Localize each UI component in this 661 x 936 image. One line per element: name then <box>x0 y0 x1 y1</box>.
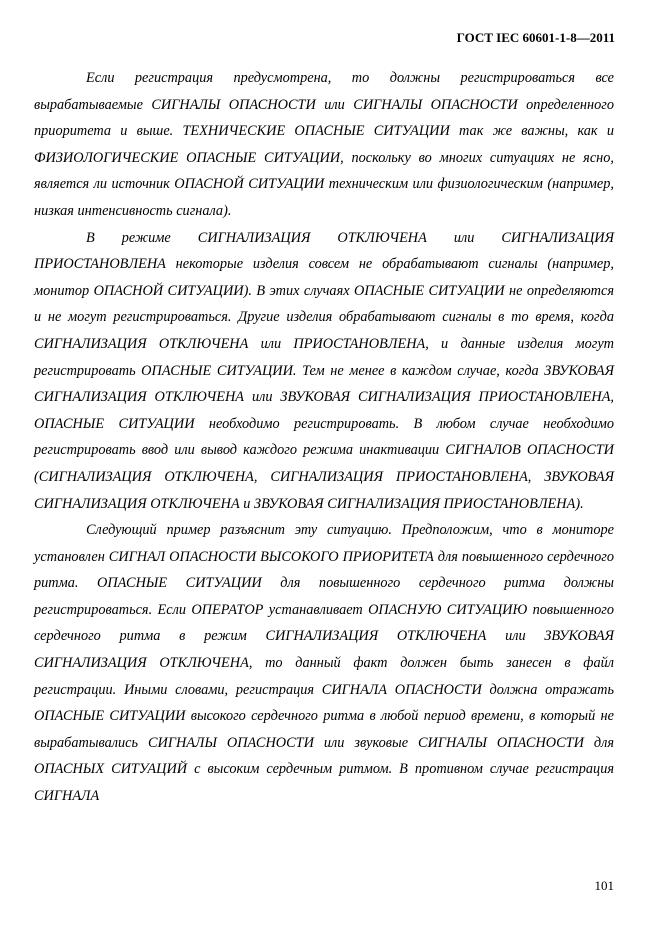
paragraph-alarm-off-mode: В режиме СИГНАЛИЗАЦИЯ ОТКЛЮЧЕНА или СИГНАЛИЗАЦИЯ ПРИОСТАНОВЛЕНА некоторые изделия совсем не обрабатывают сигналы (например, монитор ОПАСНОЙ СИТУАЦИИ). В этих случаях ОПАСНЫЕ СИТУАЦИИ не определяются и не могут регистрироваться. Другие изделия обрабатывают сигналы в то время, когда СИГНАЛИЗАЦИЯ ОТКЛЮЧЕНА или ПРИОСТАНОВЛЕНА, и данные изделия могут регистрировать ОПАСНЫЕ СИТУАЦИИ. Тем не менее в каждом случае, когда ЗВУКОВАЯ СИГНАЛИЗАЦИЯ ОТКЛЮЧЕНА или ЗВУКОВАЯ СИГНАЛИЗАЦИЯ ПРИОСТАНОВЛЕНА, ОПАСНЫЕ СИТУАЦИИ необходимо регистрировать. В любом случае необходимо регистрировать ввод или вывод каждого режима инактивации СИГНАЛОВ ОПАСНОСТИ (СИГНАЛИЗАЦИЯ ОТКЛЮЧЕНА, СИГНАЛИЗАЦИЯ ПРИОСТАНОВЛЕНА, ЗВУКОВАЯ СИГНАЛИЗАЦИЯ ОТКЛЮЧЕНА и ЗВУКОВАЯ СИГНАЛИЗАЦИЯ ПРИОСТАНОВЛЕНА). <box>34 229 614 512</box>
document-header: ГОСТ IEC 60601-1-8—2011 <box>456 30 615 45</box>
paragraph-example: Следующий пример разъяснит эту ситуацию. Предположим, что в мониторе установлен СИГНАЛ ОПАСНОСТИ ВЫСОКОГО ПРИОРИТЕТА для повышенного сердечного ритма. ОПАСНЫЕ СИТУАЦИИ для повышенного сердечного ритма должны регистрироваться. Если ОПЕРАТОР устанавливает ОПАСНУЮ СИТУАЦИЮ повышенного сердечного ритма в режим СИГНАЛИЗАЦИЯ ОТКЛЮЧЕНА или ЗВУКОВАЯ СИГНАЛИЗАЦИЯ ОТКЛЮЧЕНА, то данный факт должен быть занесен в файл регистрации. Иными словами, регистрация СИГНАЛА ОПАСНОСТИ должна отражать ОПАСНЫЕ СИТУАЦИИ высокого сердечного ритма в любой период времени, в который не вырабатывались СИГНАЛЫ ОПАСНОСТИ или звуковые СИГНАЛЫ ОПАСНОСТИ для ОПАСНЫХ СИТУАЦИЙ с высоким сердечным ритмом. В противном случае регистрация СИГНАЛА <box>34 522 614 805</box>
document-body <box>34 65 614 810</box>
page-number: 101 <box>594 878 614 893</box>
paragraph-registration-scope: Если регистрация предусмотрена, то должны регистрироваться все вырабатываемые СИГНАЛЫ ОПАСНОСТИ или СИГНАЛЫ ОПАСНОСТИ определенного приоритета и выше. ТЕХНИЧЕСКИЕ ОПАСНЫЕ СИТУАЦИИ так же важны, как и ФИЗИОЛОГИЧЕСКИЕ ОПАСНЫЕ СИТУАЦИИ, поскольку во многих ситуациях не ясно, является ли источник ОПАСНОЙ СИТУАЦИИ техническим или физиологическим (например, низкая интенсивность сигнала). <box>34 70 614 219</box>
